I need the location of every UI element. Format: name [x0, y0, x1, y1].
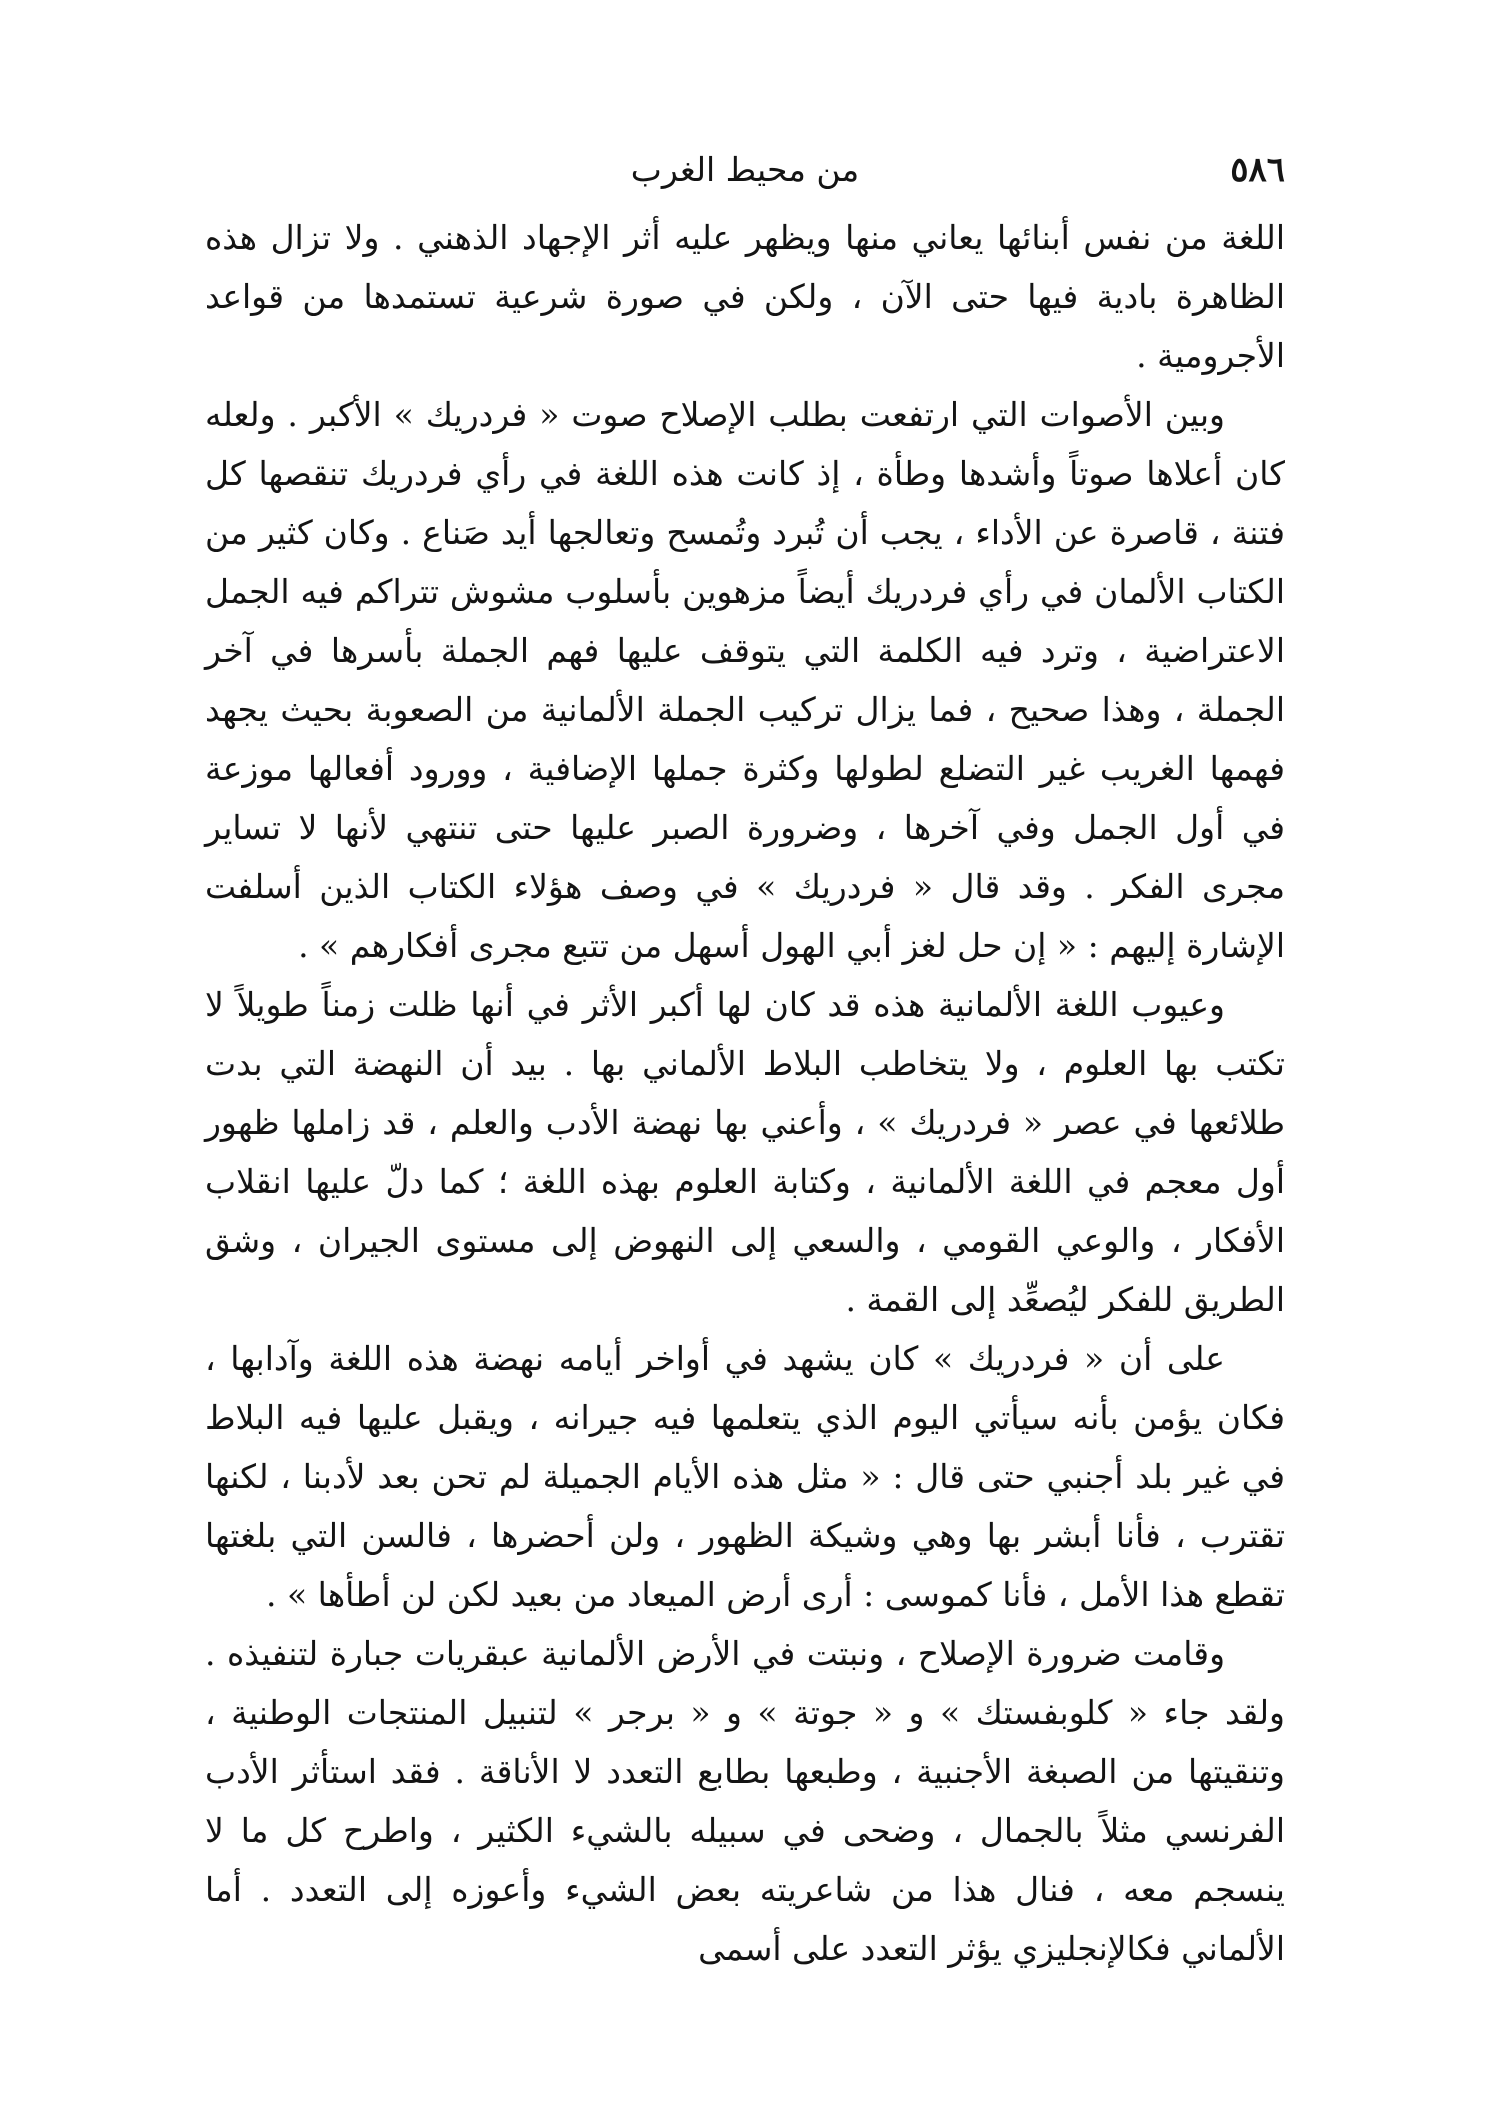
body-text: [205, 208, 1285, 1978]
paragraph: وعيوب اللغة الألمانية هذه قد كان لها أكبر الأثر في أنها ظلت زمناً طويلاً لا تكتب بها العلوم ، ولا يتخاطب البلاط الألماني بها . بيد أن النهضة التي بدت طلائعها في عصر « فردريك » ، وأعني بها نهضة الأدب والعلم ، قد زاملها ظهور أول معجم في اللغة الألمانية ، وكتابة العلوم بهذه اللغة ؛ كما دلّ عليها انقلاب الأفكار ، والوعي القومي ، والسعي إلى النهوض إلى مستوى الجيران ، وشق الطريق للفكر ليُصعِّد إلى القمة .: [205, 985, 1285, 1319]
running-title: من محيط الغرب: [630, 150, 860, 189]
paragraph: اللغة من نفس أبنائها يعاني منها ويظهر عليه أثر الإجهاد الذهني . ولا تزال هذه الظاهرة بادية فيها حتى الآن ، ولكن في صورة شرعية تستمدها من قواعد الأجرومية .: [205, 218, 1286, 375]
paragraph: على أن « فردريك » كان يشهد في أواخر أيامه نهضة هذه اللغة وآدابها ، فكان يؤمن بأنه سيأتي اليوم الذي يتعلمها فيه جيرانه ، ويقبل عليها فيه البلاط في غير بلد أجنبي حتى قال : « مثل هذه الأيام الجميلة لم تحن بعد لأدبنا ، لكنها تقترب ، فأنا أبشر بها وهي وشيكة الظهور ، ولن أحضرها ، فالسن التي بلغتها تقطع هذا الأمل ، فأنا كموسى : أرى أرض الميعاد من بعيد لكن لن أطأها » .: [205, 1339, 1285, 1614]
paragraph: وبين الأصوات التي ارتفعت بطلب الإصلاح صوت « فردريك » الأكبر . ولعله كان أعلاها صوتاً وأشدها وطأة ، إذ كانت هذه اللغة في رأي فردريك تنقصها كل فتنة ، قاصرة عن الأداء ، يجب أن تُبرد وتُمسح وتعالجها أيد صَناع . وكان كثير من الكتاب الألمان في رأي فردريك أيضاً مزهوين بأسلوب مشوش تتراكم فيه الجمل الاعتراضية ، وترد فيه الكلمة التي يتوقف عليها فهم الجملة بأسرها في آخر الجملة ، وهذا صحيح ، فما يزال تركيب الجملة الألمانية من الصعوبة بحيث يجهد فهمها الغريب غير التضلع لطولها وكثرة جملها الإضافية ، وورود أفعالها موزعة في أول الجمل وفي آخرها ، وضرورة الصبر عليها حتى تنتهي لأنها لا تساير مجرى الفكر . وقد قال « فردريك » في وصف هؤلاء الكتاب الذين أسلفت الإشارة إليهم : « إن حل لغز أبي الهول أسهل من تتبع مجرى أفكارهم » .: [205, 395, 1285, 965]
page-header: [205, 140, 1285, 200]
page-number: ٥٨٦: [1230, 150, 1285, 190]
paragraph: وقامت ضرورة الإصلاح ، ونبتت في الأرض الألمانية عبقريات جبارة لتنفيذه . ولقد جاء « كلوبفستك » و « جوتة » و « برجر » لتنبيل المنتجات الوطنية ، وتنقيتها من الصبغة الأجنبية ، وطبعها بطابع التعدد لا الأناقة . فقد استأثر الأدب الفرنسي مثلاً بالجمال ، وضحى في سبيله بالشيء الكثير ، واطرح كل ما لا ينسجم معه ، فنال هذا من شاعريته بعض الشيء وأعوزه إلى التعدد . أما الألماني فكالإنجليزي يؤثر التعدد على أسمى: [205, 1634, 1285, 1968]
